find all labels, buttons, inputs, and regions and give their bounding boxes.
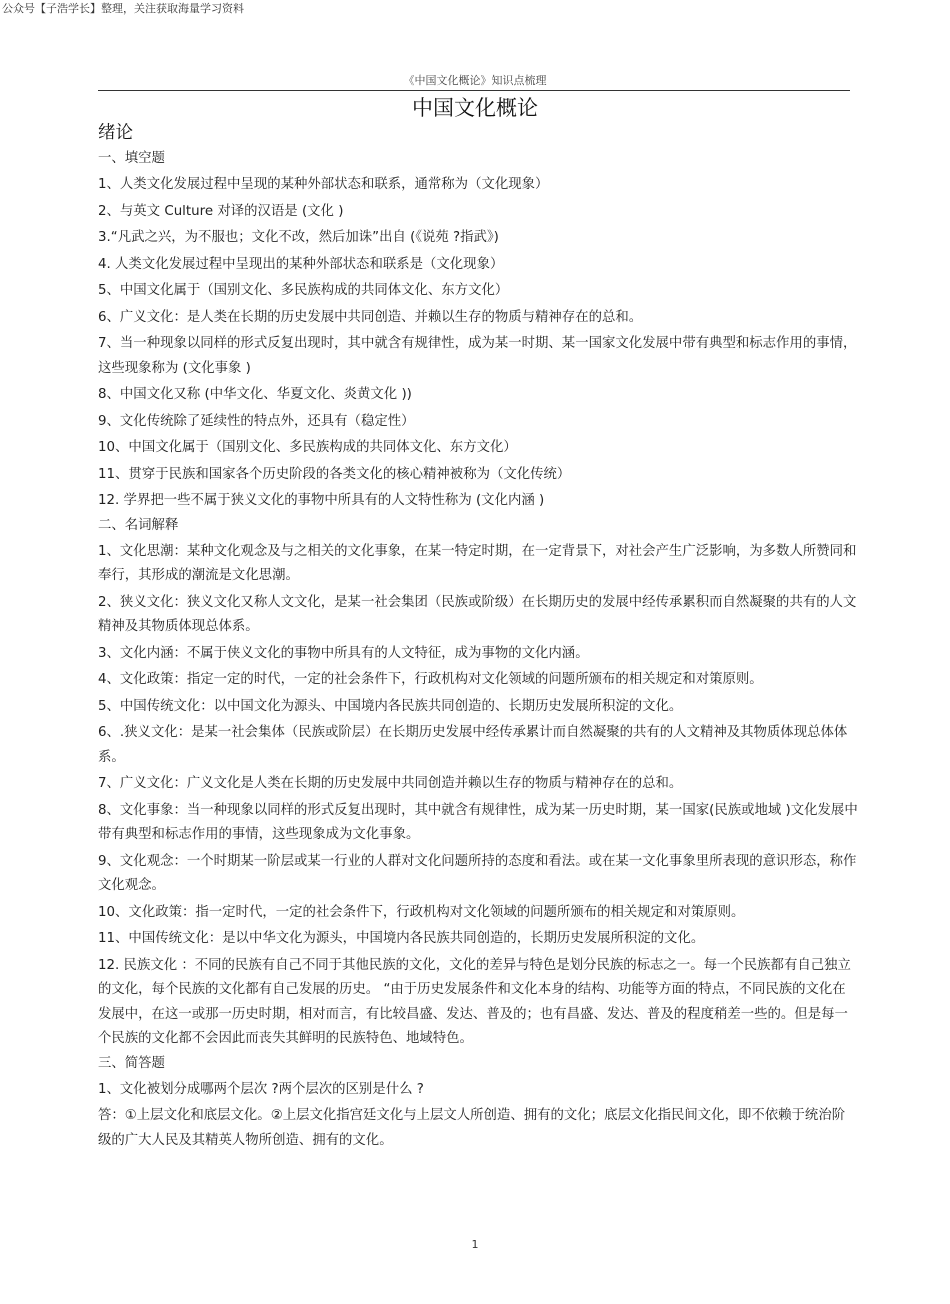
list-item: 3.“凡武之兴，为不服也；文化不改，然后加诛”出自 (《说苑 ?指武》) (98, 230, 499, 245)
section-short-answer (98, 1052, 858, 1154)
list-item: 9、文化传统除了延续性的特点外，还具有（稳定性） (98, 413, 415, 429)
list-item: 5、中国文化属于（国别文化、多民族构成的共同体文化、东方文化） (98, 283, 509, 298)
list-item: 12. 民族文化 ：不同的民族有自己不同于其他民族的文化，文化的差异与特色是划分民族的标志之一。每一个民族都有自己独立的文化，每个民族的文化都有自己发展的历史。 “由于历史发展条件和文化本身的结构、功能等方面的特点，不同民族的文化在发展中，在这一或那一历史时期，相对而言，有比较昌盛、发达、普及的；也有昌盛、发达、普及的程度稍差一些的。但是每一个民族的文化都不会因此而丧失其鲜明的民族特色、地域特色。 (98, 957, 851, 1046)
list-item: 6、.狭义文化：是某一社会集体（民族或阶层）在长期历史发展中经传承累计而自然凝聚的共有的人文精神及其物质体现总体体系。 (98, 725, 848, 765)
question-item: 1、文化被划分成哪两个层次 ?两个层次的区别是什么 ? (98, 1081, 424, 1097)
list-item: 2、与英文 Culture 对译的汉语是 (文化 ) (98, 203, 344, 219)
list-item: 3、文化内涵：不属于侠义文化的事物中所具有的人文特征，成为事物的文化内涵。 (98, 645, 589, 661)
section-heading: 二、名词解释 (98, 517, 179, 533)
running-header: 《中国文化概论》知识点梳理 (403, 74, 547, 87)
list-item: 4. 人类文化发展过程中呈现出的某种外部状态和联系是（文化现象） (98, 256, 504, 272)
chapter-heading: 绪论 (98, 123, 133, 143)
list-item: 7、广义文化：广义文化是人类在长期的历史发展中共同创造并赖以生存的物质与精神存在的总和。 (98, 776, 683, 791)
list-item: 1、人类文化发展过程中呈现的某种外部状态和联系，通常称为（文化现象） (98, 177, 549, 192)
watermark-text: 公众号【子浩学长】整理，关注获取海量学习资料 (2, 2, 244, 15)
page-title: 中国文化概论 (412, 96, 538, 120)
list-item: 2、狭义文化：狭义文化又称人文文化，是某一社会集团（民族或阶级）在长期历史的发展中经传承累积而自然凝聚的共有的人文精神及其物质体现总体系。 (98, 594, 857, 634)
list-item: 5、中国传统文化：以中国文化为源头、中国境内各民族共同创造的、长期历史发展所积淀的文化。 (98, 698, 683, 714)
list-item: 8、文化事象：当一种现象以同样的形式反复出现时，其中就含有规律性，成为某一历史时期，某一国家(民族或地域 )文化发展中带有典型和标志作用的事情，这些现象成为文化事象。 (98, 802, 858, 842)
list-item: 6、广义文化：是人类在长期的历史发展中共同创造、并赖以生存的物质与精神存在的总和。 (98, 309, 643, 325)
list-item: 12. 学界把一些不属于狭义文化的事物中所具有的人文特性称为 (文化内涵 ) (98, 493, 545, 508)
list-item: 11、中国传统文化：是以中华文化为源头，中国境内各民族共同创造的，长期历史发展所积淀的文化。 (98, 931, 705, 946)
list-item: 4、文化政策：指定一定的时代，一定的社会条件下，行政机构对文化领域的问题所颁布的相关规定和对策原则。 (98, 672, 763, 687)
answer-item: 答：①上层文化和底层文化。②上层文化指宫廷文化与上层文人所创造、拥有的文化；底层文化指民间文化，即不依赖于统治阶级的广大人民及其精英人物所创造、拥有的文化。 (98, 1108, 846, 1148)
section-heading: 一、填空题 (98, 151, 165, 166)
header-rule (98, 90, 850, 91)
list-item: 1、文化思潮：某种文化观念及与之相关的文化事象，在某一特定时期，在一定背景下，对社会产生广泛影响，为多数人所赞同和奉行，其形成的潮流是文化思潮。 (98, 543, 857, 583)
section-term-definitions (98, 514, 858, 1052)
document-body (98, 120, 858, 1153)
list-item: 9、文化观念：一个时期某一阶层或某一行业的人群对文化问题所持的态度和看法。或在某一文化事象里所表现的意识形态，称作文化观念。 (98, 853, 857, 893)
list-item: 7、当一种现象以同样的形式反复出现时，其中就含有规律性，成为某一时期、某一国家文化发展中带有典型和标志作用的事情，这些现象称为 (文化事象 ) (98, 336, 857, 376)
list-item: 11、贯穿于民族和国家各个历史阶段的各类文化的核心精神被称为（文化传统） (98, 466, 571, 482)
list-item: 10、中国文化属于（国别文化、多民族构成的共同体文化、东方文化） (98, 440, 517, 455)
page-number: 1 (471, 1238, 479, 1251)
section-heading: 三、简答题 (98, 1055, 165, 1071)
list-item: 8、中国文化又称 (中华文化、华夏文化、炎黄文化 )) (98, 387, 412, 402)
list-item: 10、文化政策：指一定时代，一定的社会条件下，行政机构对文化领域的问题所颁布的相关规定和对策原则。 (98, 904, 745, 920)
section-fill-in-blank (98, 147, 858, 514)
